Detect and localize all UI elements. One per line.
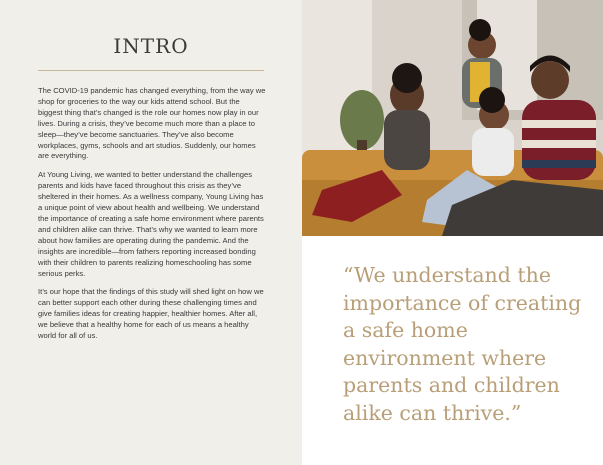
- paragraph-1: The COVID-19 pandemic has changed everything, from the way we shop for groceries to the way our kids attend school. But the biggest thing that’s changed is the role our homes now play in our lives. During a crisis, they’ve become much more than a place to sleep—they’ve become sanctuaries. They’ve also become workplaces, gyms, schools and art studios. Suddenly, our homes are everything.: [38, 86, 266, 161]
- paragraph-2: At Young Living, we wanted to better understand the challenges parents and kids have faced throughout this crisis as they’ve sheltered in their homes. As a wellness company, Young Living has a unique point of view about health and wellbeing. We understand the importance of creating a safe home environment where parents and children alike can thrive. That’s why we wanted to learn more about how families are operating during the pandemic. And the insights are incredible—from fathers reporting increased bonding with their children to parents realizing homeschooling has some serious perks.: [38, 170, 264, 278]
- title-divider: [38, 70, 264, 71]
- pull-quote: “We understand the importance of creating a safe home environment where parents and children alike can thrive.”: [343, 263, 582, 425]
- paragraph-3: It’s our hope that the findings of this study will shed light on how we can better support each other during these challenging times and give families ideas for creating happier, healthier homes. After all, we believe that a healthy home for each of us means a healthy world for all of us.: [38, 287, 264, 341]
- page-title: INTRO: [113, 34, 189, 58]
- family-photo: [302, 0, 603, 236]
- intro-body: [38, 86, 266, 350]
